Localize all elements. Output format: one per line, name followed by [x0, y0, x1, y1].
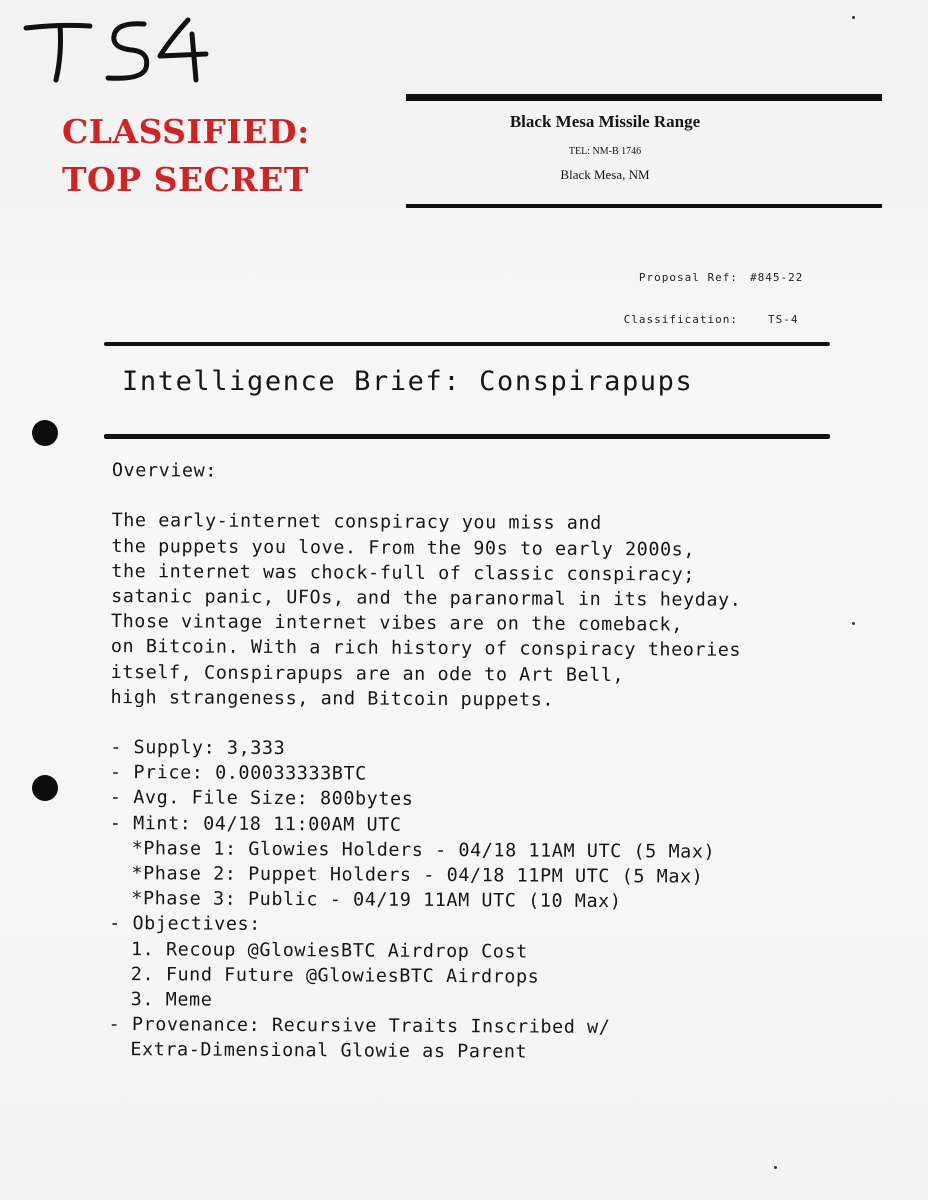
- objective-item: 2. Fund Future @GlowiesBTC Airdrops: [130, 963, 540, 988]
- phase-1-item: *Phase 1: Glowies Holders - 04/18 11AM UTC (5 Max): [131, 837, 716, 863]
- overview-line: The early-internet conspiracy you miss and: [111, 510, 602, 535]
- title-top-rule: [104, 342, 830, 346]
- letterhead: [440, 112, 770, 183]
- proposal-ref-value: #845-22: [750, 271, 804, 284]
- price-item: - Price: 0.00033333BTC: [110, 762, 367, 785]
- classification-value: TS-4: [768, 313, 799, 326]
- file-size-item: - Avg. File Size: 800bytes: [109, 787, 414, 811]
- paper-speck: [852, 622, 855, 625]
- classified-stamp: [62, 108, 310, 204]
- overview-line: itself, Conspirapups are an ode to Art Bell,: [110, 661, 625, 686]
- phase-3-item: *Phase 3: Public - 04/19 11AM UTC (10 Max): [131, 888, 622, 913]
- objective-item: 1. Recoup @GlowiesBTC Airdrop Cost: [130, 938, 528, 963]
- overview-line: on Bitcoin. With a rich history of conspiracy theories: [110, 636, 742, 662]
- overview-heading: Overview:: [111, 459, 218, 482]
- overview-line: satanic panic, UFOs, and the paranormal in its heyday.: [111, 585, 742, 611]
- handwritten-ts4-mark: [20, 14, 210, 86]
- reference-block: [580, 243, 803, 341]
- letterhead-name: Black Mesa Missile Range: [509, 112, 701, 131]
- provenance-item-continued: Extra-Dimensional Glowie as Parent: [130, 1039, 528, 1063]
- brief-title: Intelligence Brief: Conspirapups: [122, 366, 694, 397]
- mint-item: - Mint: 04/18 11:00AM UTC: [109, 812, 402, 836]
- overview-line: high strangeness, and Bitcoin puppets.: [110, 686, 555, 711]
- letterhead-bottom-rule: [406, 204, 882, 208]
- paper-speck: [852, 16, 855, 19]
- overview-line: the internet was chock-full of classic conspiracy;: [111, 560, 695, 586]
- supply-item: - Supply: 3,333: [110, 737, 286, 760]
- objective-item: 3. Meme: [130, 989, 213, 1011]
- letterhead-city: Black Mesa, NM: [560, 167, 650, 182]
- objectives-heading: - Objectives:: [109, 913, 261, 936]
- classification-label: Classification:: [623, 313, 738, 326]
- provenance-item: - Provenance: Recursive Traits Inscribed w/: [108, 1014, 611, 1039]
- punch-hole-bottom: [32, 775, 58, 801]
- stamp-line-2: TOP SECRET: [62, 160, 309, 199]
- proposal-ref-label: Proposal Ref:: [638, 271, 738, 284]
- punch-hole-top: [32, 420, 58, 446]
- phase-2-item: *Phase 2: Puppet Holders - 04/18 11PM UTC (5 Max): [131, 863, 704, 888]
- letterhead-tel: TEL: NM-B 1746: [568, 146, 642, 157]
- overview-line: the puppets you love. From the 90s to early 2000s,: [111, 535, 696, 561]
- overview-line: Those vintage internet vibes are on the comeback,: [110, 611, 683, 636]
- paper-speck: [774, 1166, 777, 1169]
- title-bottom-rule: [104, 434, 830, 439]
- stamp-line-1: CLASSIFIED:: [62, 112, 310, 151]
- brief-body: [108, 458, 852, 1067]
- letterhead-top-rule: [406, 94, 882, 101]
